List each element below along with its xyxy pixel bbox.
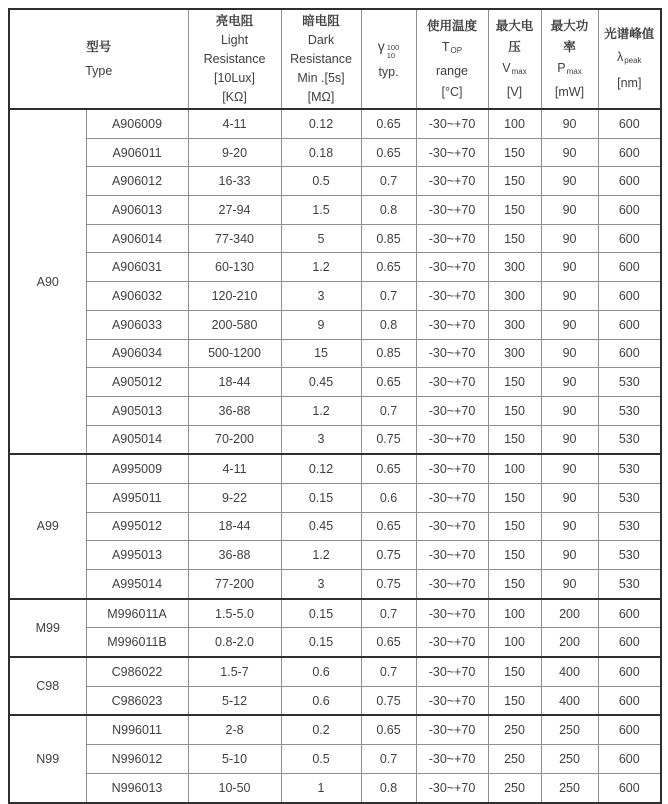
table-row: [9, 483, 661, 512]
cell-temp: -30~+70: [416, 512, 488, 541]
cell-dark: 1.5: [281, 196, 361, 225]
gamma-typ-label: typ.: [378, 65, 399, 79]
cell-pmax: 200: [541, 628, 598, 657]
table-row: [9, 570, 661, 599]
cell-pmax: 90: [541, 483, 598, 512]
cell-light: 9-22: [188, 483, 281, 512]
header-type-zh: 型号: [86, 40, 112, 54]
cell-lpeak: 530: [598, 425, 661, 454]
cell-light: 120-210: [188, 282, 281, 311]
cell-vmax: 150: [488, 167, 541, 196]
cell-light: 5-12: [188, 686, 281, 715]
cell-light: 60-130: [188, 253, 281, 282]
cell-light: 36-88: [188, 541, 281, 570]
cell-lpeak: 530: [598, 396, 661, 425]
cell-lpeak: 600: [598, 109, 661, 138]
cell-gamma: 0.75: [361, 425, 416, 454]
cell-light: 1.5-7: [188, 657, 281, 686]
type-group-cell: A90: [9, 109, 86, 454]
header-temperature: [416, 9, 488, 109]
gamma-symbol-line: [362, 34, 416, 60]
cell-dark: 0.2: [281, 715, 361, 744]
cell-model: N996013: [86, 773, 188, 802]
table-row: [9, 310, 661, 339]
cell-temp: -30~+70: [416, 339, 488, 368]
cell-light: 500-1200: [188, 339, 281, 368]
cell-temp: -30~+70: [416, 454, 488, 483]
header-light-resistance: [188, 9, 281, 109]
cell-lpeak: 600: [598, 253, 661, 282]
cell-vmax: 150: [488, 657, 541, 686]
cell-vmax: 150: [488, 224, 541, 253]
header-wavelength-zh: 光谱峰值: [604, 27, 655, 41]
cell-light: 27-94: [188, 196, 281, 225]
cell-lpeak: 530: [598, 368, 661, 397]
header-max-voltage: [488, 9, 541, 109]
header-voltage-zh1: 最大电: [495, 18, 534, 33]
cell-lpeak: 600: [598, 167, 661, 196]
cell-temp: -30~+70: [416, 224, 488, 253]
header-peak-wavelength: [598, 9, 661, 109]
cell-vmax: 100: [488, 599, 541, 628]
header-dark-en1: Dark: [307, 32, 335, 47]
table-row: [9, 657, 661, 686]
header-dark-condition: Min .[5s]: [297, 70, 345, 85]
table-row: [9, 628, 661, 657]
cell-dark: 1.2: [281, 541, 361, 570]
cell-light: 9-20: [188, 138, 281, 167]
cell-pmax: 90: [541, 253, 598, 282]
cell-lpeak: 530: [598, 570, 661, 599]
cell-gamma: 0.85: [361, 224, 416, 253]
cell-lpeak: 600: [598, 686, 661, 715]
table-row: [9, 138, 661, 167]
header-type: [9, 9, 188, 109]
header-row: [9, 9, 661, 109]
type-group-cell: C98: [9, 657, 86, 715]
cell-vmax: 150: [488, 138, 541, 167]
cell-model: A906013: [86, 196, 188, 225]
cell-light: 18-44: [188, 368, 281, 397]
cell-pmax: 90: [541, 339, 598, 368]
temp-symbol: T: [441, 39, 450, 54]
cell-dark: 5: [281, 224, 361, 253]
cell-dark: 0.12: [281, 109, 361, 138]
cell-lpeak: 600: [598, 310, 661, 339]
cell-temp: -30~+70: [416, 282, 488, 311]
cell-light: 70-200: [188, 425, 281, 454]
header-dark-en2: Resistance: [290, 51, 352, 66]
cell-temp: -30~+70: [416, 541, 488, 570]
cell-model: A905012: [86, 368, 188, 397]
cell-vmax: 100: [488, 628, 541, 657]
cell-temp: -30~+70: [416, 657, 488, 686]
cell-model: A995011: [86, 483, 188, 512]
type-group-cell: A99: [9, 454, 86, 598]
header-voltage-zh2: 压: [508, 39, 521, 54]
temp-subscript: OP: [450, 45, 463, 55]
cell-pmax: 90: [541, 541, 598, 570]
cell-gamma: 0.65: [361, 454, 416, 483]
cell-model: M996011A: [86, 599, 188, 628]
cell-pmax: 90: [541, 570, 598, 599]
table-row: [9, 282, 661, 311]
cell-temp: -30~+70: [416, 570, 488, 599]
cell-lpeak: 600: [598, 745, 661, 774]
cell-temp: -30~+70: [416, 196, 488, 225]
cell-model: C986023: [86, 686, 188, 715]
cell-model: A906011: [86, 138, 188, 167]
table-row: [9, 224, 661, 253]
header-temp-symbol-line: [417, 37, 488, 61]
cell-vmax: 150: [488, 425, 541, 454]
cell-dark: 1.2: [281, 396, 361, 425]
header-dark-unit: [MΩ]: [307, 89, 335, 104]
cell-lpeak: 600: [598, 196, 661, 225]
cell-dark: 0.15: [281, 483, 361, 512]
header-voltage-unit: [V]: [506, 84, 523, 99]
cell-dark: 3: [281, 570, 361, 599]
cell-light: 5-10: [188, 745, 281, 774]
cell-gamma: 0.8: [361, 773, 416, 802]
cell-temp: -30~+70: [416, 773, 488, 802]
cell-lpeak: 600: [598, 224, 661, 253]
gamma-sub: 10: [386, 51, 396, 60]
table-row: [9, 512, 661, 541]
cell-pmax: 90: [541, 167, 598, 196]
cell-lpeak: 600: [598, 282, 661, 311]
header-dark-resistance: [281, 9, 361, 109]
cell-temp: -30~+70: [416, 745, 488, 774]
cell-lpeak: 600: [598, 138, 661, 167]
cell-light: 2-8: [188, 715, 281, 744]
cell-model: A906031: [86, 253, 188, 282]
cell-model: A906034: [86, 339, 188, 368]
cell-temp: -30~+70: [416, 138, 488, 167]
cell-lpeak: 530: [598, 541, 661, 570]
cell-temp: -30~+70: [416, 109, 488, 138]
cell-vmax: 100: [488, 109, 541, 138]
cell-pmax: 250: [541, 715, 598, 744]
cell-pmax: 90: [541, 138, 598, 167]
header-power-unit: [mW]: [554, 84, 585, 99]
cell-pmax: 90: [541, 425, 598, 454]
cell-gamma: 0.7: [361, 396, 416, 425]
header-power-zh1: 最大功: [550, 18, 589, 33]
cell-temp: -30~+70: [416, 628, 488, 657]
cell-dark: 0.45: [281, 368, 361, 397]
header-light-unit: [KΩ]: [222, 89, 247, 104]
cell-vmax: 250: [488, 745, 541, 774]
cell-vmax: 150: [488, 196, 541, 225]
cell-temp: -30~+70: [416, 167, 488, 196]
group-A99: [9, 454, 661, 598]
voltage-subscript: max: [511, 66, 527, 76]
cell-gamma: 0.75: [361, 541, 416, 570]
header-type-en: Type: [85, 64, 113, 78]
cell-model: A906012: [86, 167, 188, 196]
cell-model: N996012: [86, 745, 188, 774]
cell-pmax: 200: [541, 599, 598, 628]
voltage-symbol: V: [502, 60, 511, 75]
cell-gamma: 0.65: [361, 628, 416, 657]
cell-dark: 0.12: [281, 454, 361, 483]
table-row: [9, 541, 661, 570]
cell-temp: -30~+70: [416, 396, 488, 425]
cell-pmax: 90: [541, 512, 598, 541]
cell-vmax: 250: [488, 773, 541, 802]
cell-light: 77-340: [188, 224, 281, 253]
cell-dark: 0.45: [281, 512, 361, 541]
cell-light: 16-33: [188, 167, 281, 196]
cell-model: A905013: [86, 396, 188, 425]
cell-light: 10-50: [188, 773, 281, 802]
cell-lpeak: 530: [598, 512, 661, 541]
power-symbol: P: [557, 60, 566, 75]
cell-dark: 3: [281, 425, 361, 454]
cell-gamma: 0.75: [361, 570, 416, 599]
cell-dark: 3: [281, 282, 361, 311]
gamma-sup: 100: [386, 43, 400, 52]
cell-light: 4-11: [188, 454, 281, 483]
cell-vmax: 150: [488, 570, 541, 599]
cell-model: A906033: [86, 310, 188, 339]
cell-gamma: 0.6: [361, 483, 416, 512]
cell-pmax: 250: [541, 745, 598, 774]
header-dark-zh: 暗电阻: [302, 13, 340, 28]
cell-gamma: 0.8: [361, 196, 416, 225]
cell-pmax: 90: [541, 368, 598, 397]
cell-pmax: 400: [541, 686, 598, 715]
cell-vmax: 300: [488, 253, 541, 282]
type-group-cell: M99: [9, 599, 86, 657]
cell-gamma: 0.7: [361, 599, 416, 628]
cell-lpeak: 600: [598, 599, 661, 628]
cell-pmax: 250: [541, 773, 598, 802]
cell-temp: -30~+70: [416, 425, 488, 454]
cell-model: A906009: [86, 109, 188, 138]
header-light-en1: Light: [220, 32, 249, 47]
cell-dark: 15: [281, 339, 361, 368]
header-max-power: [541, 9, 598, 109]
cell-lpeak: 600: [598, 339, 661, 368]
table-row: [9, 715, 661, 744]
cell-temp: -30~+70: [416, 310, 488, 339]
cell-vmax: 150: [488, 512, 541, 541]
cell-light: 1.5-5.0: [188, 599, 281, 628]
cell-dark: 0.5: [281, 745, 361, 774]
table-row: [9, 686, 661, 715]
header-wavelength-unit: [nm]: [617, 76, 642, 90]
cell-vmax: 100: [488, 454, 541, 483]
cell-vmax: 150: [488, 686, 541, 715]
cell-light: 0.8-2.0: [188, 628, 281, 657]
cell-temp: -30~+70: [416, 483, 488, 512]
header-light-zh: 亮电阻: [215, 13, 254, 28]
cell-model: A995009: [86, 454, 188, 483]
lambda-symbol: λ: [616, 50, 624, 64]
cell-vmax: 150: [488, 483, 541, 512]
header-light-condition: [10Lux]: [214, 70, 256, 85]
cell-pmax: 90: [541, 454, 598, 483]
table-row: [9, 339, 661, 368]
cell-dark: 1: [281, 773, 361, 802]
cell-gamma: 0.65: [361, 715, 416, 744]
cell-temp: -30~+70: [416, 368, 488, 397]
cell-vmax: 300: [488, 310, 541, 339]
cell-lpeak: 600: [598, 628, 661, 657]
cell-light: 18-44: [188, 512, 281, 541]
cell-dark: 0.6: [281, 657, 361, 686]
cell-model: A906032: [86, 282, 188, 311]
cell-dark: 0.15: [281, 599, 361, 628]
header-voltage-symbol-line: [489, 58, 541, 82]
table-row: [9, 396, 661, 425]
cell-temp: -30~+70: [416, 686, 488, 715]
cell-vmax: 300: [488, 282, 541, 311]
cell-lpeak: 530: [598, 483, 661, 512]
cell-gamma: 0.8: [361, 310, 416, 339]
cell-light: 200-580: [188, 310, 281, 339]
cell-vmax: 250: [488, 715, 541, 744]
lambda-subscript: peak: [624, 56, 642, 65]
header-power-zh2: 率: [563, 39, 576, 54]
cell-temp: -30~+70: [416, 253, 488, 282]
cell-light: 36-88: [188, 396, 281, 425]
cell-model: A905014: [86, 425, 188, 454]
cell-model: A995014: [86, 570, 188, 599]
cell-pmax: 90: [541, 396, 598, 425]
cell-gamma: 0.65: [361, 138, 416, 167]
cell-model: A995013: [86, 541, 188, 570]
table-header: [9, 9, 661, 109]
table-row: [9, 196, 661, 225]
cell-gamma: 0.7: [361, 282, 416, 311]
header-power-symbol-line: [542, 58, 598, 82]
cell-gamma: 0.65: [361, 253, 416, 282]
cell-pmax: 90: [541, 310, 598, 339]
power-subscript: max: [566, 66, 582, 76]
cell-model: A906014: [86, 224, 188, 253]
table-row: [9, 253, 661, 282]
cell-lpeak: 600: [598, 657, 661, 686]
gamma-ratio: [387, 44, 400, 60]
cell-temp: -30~+70: [416, 715, 488, 744]
photoresistor-spec-table: [8, 8, 662, 804]
cell-pmax: 90: [541, 196, 598, 225]
cell-gamma: 0.65: [361, 512, 416, 541]
cell-vmax: 150: [488, 368, 541, 397]
group-A90: [9, 109, 661, 454]
header-temp-range-label: range: [436, 63, 468, 78]
cell-pmax: 90: [541, 224, 598, 253]
table-row: [9, 773, 661, 802]
cell-dark: 0.15: [281, 628, 361, 657]
cell-gamma: 0.65: [361, 368, 416, 397]
cell-gamma: 0.7: [361, 745, 416, 774]
cell-model: A995012: [86, 512, 188, 541]
cell-gamma: 0.85: [361, 339, 416, 368]
cell-model: N996011: [86, 715, 188, 744]
cell-dark: 9: [281, 310, 361, 339]
table-row: [9, 109, 661, 138]
cell-dark: 0.6: [281, 686, 361, 715]
table-row: [9, 454, 661, 483]
cell-gamma: 0.7: [361, 657, 416, 686]
cell-model: M996011B: [86, 628, 188, 657]
cell-lpeak: 530: [598, 454, 661, 483]
cell-light: 4-11: [188, 109, 281, 138]
cell-model: C986022: [86, 657, 188, 686]
cell-dark: 0.5: [281, 167, 361, 196]
group-M99: [9, 599, 661, 657]
cell-light: 77-200: [188, 570, 281, 599]
table-row: [9, 368, 661, 397]
cell-pmax: 90: [541, 109, 598, 138]
table-row: [9, 599, 661, 628]
cell-pmax: 90: [541, 282, 598, 311]
group-C98: [9, 657, 661, 715]
group-N99: [9, 715, 661, 802]
cell-dark: 1.2: [281, 253, 361, 282]
cell-vmax: 150: [488, 396, 541, 425]
table-row: [9, 425, 661, 454]
header-wavelength-symbol-line: [599, 46, 661, 72]
cell-temp: -30~+70: [416, 599, 488, 628]
cell-dark: 0.18: [281, 138, 361, 167]
cell-vmax: 300: [488, 339, 541, 368]
header-gamma: [361, 9, 416, 109]
cell-gamma: 0.75: [361, 686, 416, 715]
cell-vmax: 150: [488, 541, 541, 570]
cell-pmax: 400: [541, 657, 598, 686]
header-temp-unit: [°C]: [441, 84, 463, 99]
cell-lpeak: 600: [598, 773, 661, 802]
type-group-cell: N99: [9, 715, 86, 802]
header-light-en2: Resistance: [203, 51, 266, 66]
cell-lpeak: 600: [598, 715, 661, 744]
header-temp-zh: 使用温度: [427, 18, 478, 33]
gamma-symbol: γ: [377, 38, 385, 54]
table-row: [9, 745, 661, 774]
cell-gamma: 0.7: [361, 167, 416, 196]
table-row: [9, 167, 661, 196]
cell-gamma: 0.65: [361, 109, 416, 138]
